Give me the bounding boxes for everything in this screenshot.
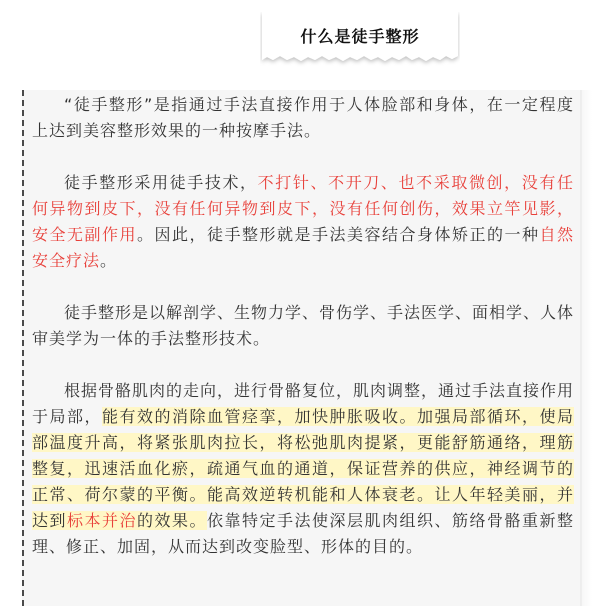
content-panel [22,90,582,606]
p2-text-b: 。因此，徒手整形就是手法美容结合身体矫正的一种 [137,225,540,244]
panel-shadow [580,90,592,606]
paragraph-2 [32,170,574,274]
title-card [260,12,460,68]
p4-text-a: 根据骨骼肌肉的走向，进行骨骼复位，肌肉调整，通过手法直接作用于局部， [32,381,575,426]
p2-red-b: 自然安全疗法 [32,225,574,270]
p3-text: 徒手整形是以解剖学、生物力学、骨伤学、手法医学、面相学、人体审美学为一体的手法整形技术。 [32,303,575,348]
p2-text-c: 。 [100,251,118,270]
p2-red-a: 不打针、不开刀、也不采取微创，没有任何异物到皮下，没有任何异物到皮下，没有任何创伤，效果立竿见影，安全无副作用 [32,173,574,244]
p4-highlight-a: 能有效的消除血管痉挛，加快肿胀吸收。加强局部循环，使局部温度升高，将紧张肌肉拉长，将松弛肌肉提紧，更能舒筋通络，理筋整复，迅速活血化瘀，疏通气血的通道，保证营养的供应，神经调节的正常、荷尔蒙的平衡。能高效逆转机能和人体衰老。让人年轻美丽，并达到 [32,407,574,530]
page-title: 什么是徒手整形 [300,27,420,46]
paragraph-3 [32,300,574,352]
p2-text-a: 徒手整形采用徒手技术， [64,173,258,192]
p4-highlight-red: 标本并治 [67,511,137,530]
article-body [32,92,574,586]
paragraph-4 [32,378,574,560]
p1-text: “徒手整形”是指通过手法直接作用于人体脸部和身体，在一定程度上达到美容整形效果的一种按摩手法。 [32,95,574,140]
paragraph-1 [32,92,574,144]
p4-highlight-b: 的效果。 [137,511,207,530]
p4-text-b: 依靠特定手法使深层肌肉组织、筋络骨骼重新整理、修正、加固，从而达到改变脸型、形体的目的。 [32,511,574,556]
dashed-left-border [22,90,24,606]
